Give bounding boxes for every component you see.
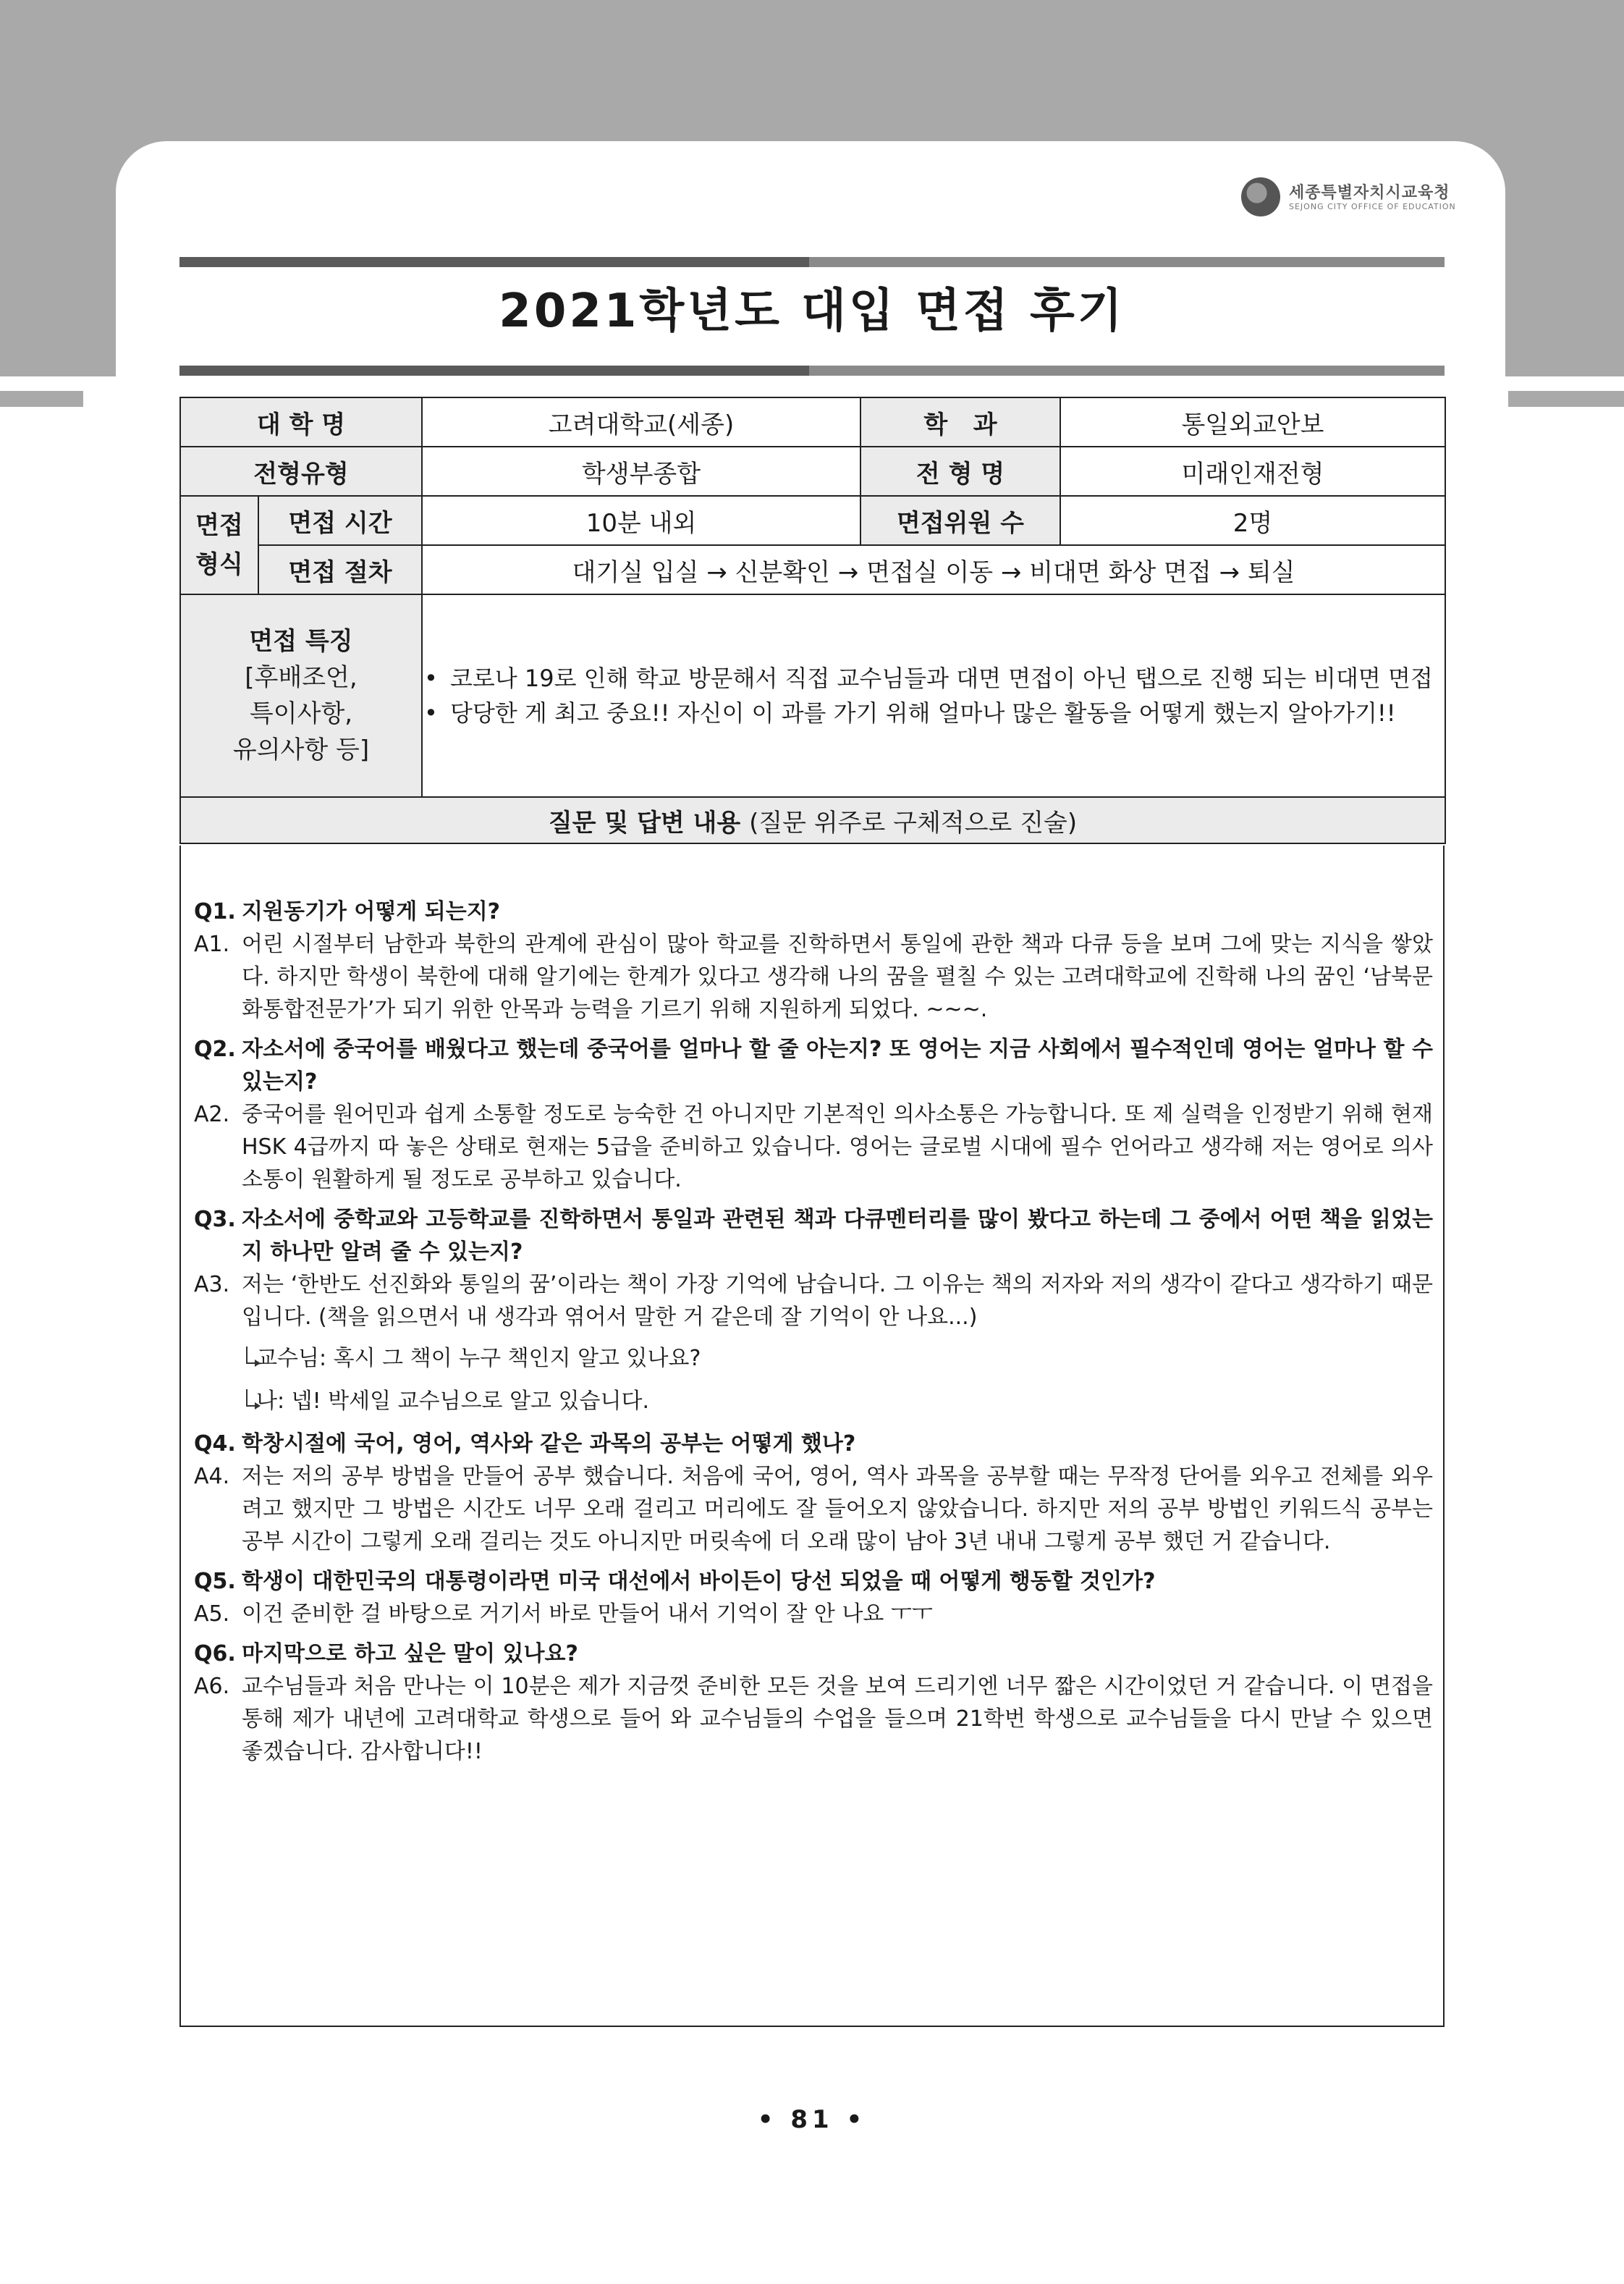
features-list bbox=[422, 594, 1445, 797]
question-2: Q2. 자소서에 중국어를 배웠다고 했는데 중국어를 얼마나 할 줄 아는지? 또 영어는 지금 사회에서 필수적인데 영어는 얼마나 할 수 있는지? bbox=[194, 1037, 1433, 1095]
university-label: 대 학 명 bbox=[180, 397, 422, 447]
answer-3-followup-student: 나: 넵! 박세일 교수님으로 알고 있습니다. bbox=[194, 1385, 1433, 1417]
answer-5: A5. 이건 준비한 걸 바탕으로 거기서 바로 만들어 내서 기억이 잘 안 나요 ㅜㅜ bbox=[194, 1601, 933, 1627]
right-side-stripe bbox=[1508, 391, 1624, 407]
logo-text-korean: 세종특별자치시교육청 bbox=[1289, 184, 1450, 202]
title-rule-top bbox=[179, 257, 1445, 267]
feature-item: • 코로나 19로 인해 학교 방문해서 직접 교수님들과 대면 면접이 아닌 탭으로 진행 되는 비대면 면접 bbox=[423, 661, 1445, 696]
qa-section-subtitle: (질문 위주로 구체적으로 진술) bbox=[749, 808, 1078, 838]
qa-list bbox=[194, 896, 1433, 1775]
procedure-label: 면접 절차 bbox=[258, 545, 422, 594]
title-rule-bottom bbox=[179, 366, 1445, 376]
format-label: 면접 형식 bbox=[180, 496, 258, 594]
features-label: 면접 특징 [후배조언, 특이사항, 유의사항 등] bbox=[180, 594, 422, 797]
admission-type-label: 전형유형 bbox=[180, 447, 422, 496]
row-admission bbox=[180, 447, 1445, 496]
university-value: 고려대학교(세종) bbox=[422, 397, 860, 447]
question-3: Q3. 자소서에 중학교와 고등학교를 진학하면서 통일과 관련된 책과 다큐멘터리를 많이 봤다고 하는데 그 중에서 어떤 책을 읽었는지 하나만 알려 줄 수 있는지? bbox=[194, 1207, 1433, 1265]
admission-name-label: 전 형 명 bbox=[860, 447, 1060, 496]
row-section-header bbox=[180, 797, 1445, 843]
reply-arrow-icon bbox=[246, 1347, 255, 1364]
page-title: 2021학년도 대입 면접 후기 bbox=[499, 285, 1125, 338]
row-features bbox=[180, 594, 1445, 797]
admission-type-value: 학생부종합 bbox=[422, 447, 860, 496]
department-value: 통일외교안보 bbox=[1060, 397, 1445, 447]
feature-item: • 당당한 게 최고 중요!! 자신이 이 과를 가기 위해 얼마나 많은 활동을 어떻게 했는지 알아가기!! bbox=[423, 696, 1445, 730]
row-procedure bbox=[180, 545, 1445, 594]
admission-name-value: 미래인재전형 bbox=[1060, 447, 1445, 496]
procedure-value: 대기실 입실 → 신분확인 → 면접실 이동 → 비대면 화상 면접 → 퇴실 bbox=[422, 545, 1445, 594]
answer-3: A3. 저는 ‘한반도 선진화와 통일의 꿈’이라는 책이 가장 기억에 남습니다. 그 이유는 책의 저자와 저의 생각이 같다고 생각하기 때문입니다. (책을 읽으면서 내 생각과 엮어서 말한 거 같은데 잘 기억이 안 나요...) bbox=[194, 1272, 1433, 1330]
answer-2: A2. 중국어를 원어민과 쉽게 소통할 정도로 능숙한 건 아니지만 기본적인 의사소통은 가능합니다. 또 제 실력을 인정받기 위해 현재 HSK 4급까지 따 놓은 상태로 현재는 5급을 준비하고 있습니다. 영어는 글로벌 시대에 필수 언어라고 생각해 저는 영어로 의사소통이 원활하게 될 정도로 공부하고 있습니다. bbox=[194, 1102, 1433, 1192]
interviewers-value: 2명 bbox=[1060, 496, 1445, 545]
answer-4: A4. 저는 저의 공부 방법을 만들어 공부 했습니다. 처음에 국어, 영어, 역사 과목을 공부할 때는 무작정 단어를 외우고 전체를 외우려고 했지만 그 방법은 시간도 너무 오래 걸리고 머리에도 잘 들어오지 않았습니다. 하지만 저의 공부 방법인 키워드식 공부는 공부 시간이 그렇게 오래 걸리는 것도 아니지만 머릿속에 더 오래 많이 남아 3년 내내 그렇게 공부 했던 거 같습니다. bbox=[194, 1464, 1433, 1554]
question-4: Q4. 학창시절에 국어, 영어, 역사와 같은 과목의 공부는 어떻게 했나? bbox=[194, 1431, 856, 1457]
question-6: Q6. 마지막으로 하고 싶은 말이 있나요? bbox=[194, 1641, 578, 1666]
department-label: 학 과 bbox=[860, 397, 1060, 447]
time-value: 10분 내외 bbox=[422, 496, 860, 545]
office-of-education-logo bbox=[1241, 177, 1466, 221]
interviewers-label: 면접위원 수 bbox=[860, 496, 1060, 545]
time-label: 면접 시간 bbox=[258, 496, 422, 545]
answer-1: A1. 어린 시절부터 남한과 북한의 관계에 관심이 많아 학교를 진학하면서 통일에 관한 책과 다큐 등을 보며 그에 맞는 지식을 쌓았다. 하지만 학생이 북한에 대해 알기에는 한계가 있다고 생각해 나의 꿈을 펼칠 수 있는 고려대학교에 진학해 나의 꿈인 ‘남북문화통합전문가’가 되기 위한 안목과 능력을 기르기 위해 지원하게 되었다. ~~~. bbox=[194, 932, 1433, 1022]
answer-6: A6. 교수님들과 처음 만나는 이 10분은 제가 지금껏 준비한 모든 것을 보여 드리기엔 너무 짧은 시간이었던 거 같습니다. 이 면접을 통해 제가 내년에 고려대학교 학생으로 들어 와 교수님들의 수업을 들으며 21학번 학생으로 교수님들을 다시 만날 수 있으면 좋겠습니다. 감사합니다!! bbox=[194, 1674, 1433, 1764]
answer-3-followup-professor: 교수님: 혹시 그 책이 누구 책인지 알고 있나요? bbox=[194, 1342, 1433, 1375]
row-university bbox=[180, 397, 1445, 447]
question-1: Q1. 지원동기가 어떻게 되는지? bbox=[194, 899, 501, 924]
left-side-stripe bbox=[0, 391, 83, 407]
interview-info-table bbox=[179, 397, 1446, 844]
emblem-icon bbox=[1241, 177, 1280, 216]
row-time bbox=[180, 496, 1445, 545]
page-number: • 81 • bbox=[757, 2105, 867, 2134]
qa-section-title: 질문 및 답변 내용 bbox=[548, 808, 741, 838]
qa-section-header bbox=[180, 797, 1445, 843]
question-5: Q5. 학생이 대한민국의 대통령이라면 미국 대선에서 바이든이 당선 되었을 때 어떻게 행동할 것인가? bbox=[194, 1569, 1156, 1594]
reply-arrow-icon bbox=[246, 1389, 255, 1407]
logo-text-english: SEJONG CITY OFFICE OF EDUCATION bbox=[1289, 202, 1456, 211]
